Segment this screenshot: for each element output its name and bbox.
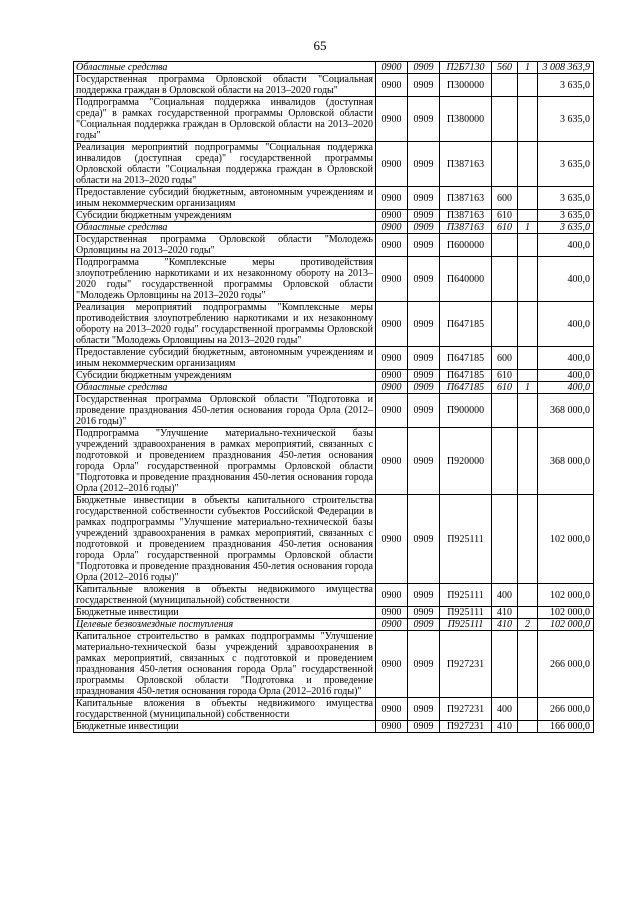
section-code: 0900 [376, 74, 408, 97]
expense-type-code: 410 [492, 721, 518, 733]
row-description: Капитальные вложения в объекты недвижимого имущества государственной (муниципальной) собственности [74, 584, 376, 607]
funding-source-code: 1 [518, 222, 538, 234]
amount: 3 635,0 [538, 97, 594, 142]
section-code: 0900 [376, 257, 408, 302]
subsection-code: 0909 [408, 721, 440, 733]
row-description: Субсидии бюджетным учреждениям [74, 210, 376, 222]
subsection-code: 0909 [408, 257, 440, 302]
expense-type-code [492, 394, 518, 428]
funding-source-code [518, 257, 538, 302]
funding-source-code [518, 187, 538, 210]
target-article-code: П600000 [440, 234, 492, 257]
table-row [74, 495, 594, 584]
subsection-code: 0909 [408, 428, 440, 495]
funding-source-code: 1 [518, 382, 538, 394]
subsection-code: 0909 [408, 347, 440, 370]
row-description: Подпрограмма "Улучшение материально-технической базы учреждений здравоохранения в рамках мероприятий, связанных с подготовкой и проведением празднования 450-летия основания города Орла" государственной программы Орловской области "Подготовка и проведение празднования 450-летия основания города Орла (2012–2016 годы)" [74, 428, 376, 495]
expense-type-code [492, 302, 518, 347]
section-code: 0900 [376, 382, 408, 394]
section-code: 0900 [376, 721, 408, 733]
funding-source-code [518, 721, 538, 733]
row-description: Субсидии бюджетным учреждениям [74, 370, 376, 382]
amount: 368 000,0 [538, 428, 594, 495]
amount: 400,0 [538, 257, 594, 302]
row-description: Капитальные вложения в объекты недвижимого имущества государственной (муниципальной) собственности [74, 698, 376, 721]
table-row [74, 394, 594, 428]
subsection-code: 0909 [408, 187, 440, 210]
amount: 3 635,0 [538, 142, 594, 187]
section-code: 0900 [376, 619, 408, 631]
table-row [74, 210, 594, 222]
target-article-code: П387163 [440, 210, 492, 222]
table-row [74, 62, 594, 74]
expense-type-code: 560 [492, 62, 518, 74]
budget-table [73, 61, 594, 733]
subsection-code: 0909 [408, 234, 440, 257]
funding-source-code [518, 74, 538, 97]
amount: 400,0 [538, 370, 594, 382]
table-row [74, 370, 594, 382]
table-row [74, 187, 594, 210]
subsection-code: 0909 [408, 74, 440, 97]
row-description: Областные средства [74, 382, 376, 394]
expense-type-code [492, 234, 518, 257]
table-row [74, 382, 594, 394]
funding-source-code [518, 631, 538, 698]
amount: 3 008 363,9 [538, 62, 594, 74]
table-row [74, 234, 594, 257]
table-row [74, 347, 594, 370]
expense-type-code: 610 [492, 382, 518, 394]
expense-type-code [492, 74, 518, 97]
target-article-code: П647185 [440, 302, 492, 347]
expense-type-code: 610 [492, 222, 518, 234]
expense-type-code: 400 [492, 584, 518, 607]
table-row [74, 302, 594, 347]
expense-type-code [492, 257, 518, 302]
funding-source-code: 2 [518, 619, 538, 631]
subsection-code: 0909 [408, 607, 440, 619]
section-code: 0900 [376, 394, 408, 428]
expense-type-code: 410 [492, 607, 518, 619]
amount: 368 000,0 [538, 394, 594, 428]
table-row [74, 584, 594, 607]
section-code: 0900 [376, 234, 408, 257]
subsection-code: 0909 [408, 619, 440, 631]
section-code: 0900 [376, 62, 408, 74]
target-article-code: П925111 [440, 495, 492, 584]
amount: 102 000,0 [538, 619, 594, 631]
funding-source-code [518, 394, 538, 428]
section-code: 0900 [376, 222, 408, 234]
section-code: 0900 [376, 607, 408, 619]
funding-source-code [518, 428, 538, 495]
expense-type-code: 410 [492, 619, 518, 631]
amount: 102 000,0 [538, 584, 594, 607]
subsection-code: 0909 [408, 142, 440, 187]
row-description: Целевые безвозмездные поступления [74, 619, 376, 631]
section-code: 0900 [376, 428, 408, 495]
row-description: Государственная программа Орловской области "Молодежь Орловщины на 2013–2020 годы" [74, 234, 376, 257]
subsection-code: 0909 [408, 394, 440, 428]
funding-source-code [518, 495, 538, 584]
amount: 400,0 [538, 302, 594, 347]
section-code: 0900 [376, 302, 408, 347]
row-description: Областные средства [74, 222, 376, 234]
page-number: 65 [313, 38, 327, 53]
target-article-code: П900000 [440, 394, 492, 428]
target-article-code: П2Б7130 [440, 62, 492, 74]
row-description: Реализация мероприятий подпрограммы "Комплексные меры противодействия злоупотреблению наркотиками и их незаконному обороту на 2013–2020 годы" государственной программы Орловской области "Молодежь Орловщины на 2013–2020 годы" [74, 302, 376, 347]
amount: 3 635,0 [538, 187, 594, 210]
target-article-code: П380000 [440, 97, 492, 142]
table-row [74, 142, 594, 187]
expense-type-code: 610 [492, 370, 518, 382]
target-article-code: П647185 [440, 347, 492, 370]
expense-type-code: 600 [492, 347, 518, 370]
table-row [74, 74, 594, 97]
subsection-code: 0909 [408, 62, 440, 74]
row-description: Капитальное строительство в рамках подпрограммы "Улучшение материально-технической базы учреждений здравоохранения в рамках мероприятий, связанных с подготовкой и проведением празднования 450-летия основания города Орла" государственной программы Орловской области "Подготовка и проведение празднования 450-летия основания города Орла (2012–2016 годы)" [74, 631, 376, 698]
target-article-code: П647185 [440, 382, 492, 394]
table-row [74, 631, 594, 698]
funding-source-code [518, 210, 538, 222]
target-article-code: П387163 [440, 142, 492, 187]
row-description: Предоставление субсидий бюджетным, автономным учреждениям и иным некоммерческим организациям [74, 347, 376, 370]
section-code: 0900 [376, 370, 408, 382]
row-description: Бюджетные инвестиции [74, 607, 376, 619]
expense-type-code [492, 428, 518, 495]
expense-type-code [492, 495, 518, 584]
subsection-code: 0909 [408, 97, 440, 142]
funding-source-code [518, 584, 538, 607]
row-description: Реализация мероприятий подпрограммы "Социальная поддержка инвалидов (доступная среда)" государственной программы Орловской области "Социальная поддержка граждан в Орловской области на 2013–2020 годы" [74, 142, 376, 187]
amount: 400,0 [538, 347, 594, 370]
amount: 400,0 [538, 382, 594, 394]
subsection-code: 0909 [408, 495, 440, 584]
expense-type-code [492, 97, 518, 142]
table-row [74, 698, 594, 721]
table-row [74, 607, 594, 619]
funding-source-code [518, 97, 538, 142]
subsection-code: 0909 [408, 302, 440, 347]
expense-type-code [492, 142, 518, 187]
funding-source-code: 1 [518, 62, 538, 74]
funding-source-code [518, 142, 538, 187]
section-code: 0900 [376, 495, 408, 584]
section-code: 0900 [376, 210, 408, 222]
target-article-code: П927231 [440, 698, 492, 721]
target-article-code: П925111 [440, 584, 492, 607]
amount: 102 000,0 [538, 495, 594, 584]
section-code: 0900 [376, 142, 408, 187]
table-row [74, 222, 594, 234]
amount: 400,0 [538, 234, 594, 257]
expense-type-code: 600 [492, 187, 518, 210]
target-article-code: П927231 [440, 631, 492, 698]
target-article-code: П920000 [440, 428, 492, 495]
row-description: Бюджетные инвестиции в объекты капитального строительства государственной собственности субъектов Российской Федерации в рамках подпрограммы "Улучшение материально-технической базы учреждений здравоохранения в рамках мероприятий, связанных с подготовкой и проведением празднования 450-летия основания города Орла" государственной программы Орловской области "Подготовка и проведение празднования 450-летия основания города Орла (2012–2016 годы)" [74, 495, 376, 584]
table-row [74, 619, 594, 631]
section-code: 0900 [376, 187, 408, 210]
subsection-code: 0909 [408, 698, 440, 721]
amount: 266 000,0 [538, 631, 594, 698]
expense-type-code: 610 [492, 210, 518, 222]
section-code: 0900 [376, 347, 408, 370]
table-row [74, 97, 594, 142]
target-article-code: П647185 [440, 370, 492, 382]
section-code: 0900 [376, 584, 408, 607]
expense-type-code: 400 [492, 698, 518, 721]
table-row [74, 721, 594, 733]
table-row [74, 428, 594, 495]
subsection-code: 0909 [408, 584, 440, 607]
subsection-code: 0909 [408, 370, 440, 382]
funding-source-code [518, 302, 538, 347]
row-description: Предоставление субсидий бюджетным, автономным учреждениям и иным некоммерческим организациям [74, 187, 376, 210]
expense-type-code [492, 631, 518, 698]
section-code: 0900 [376, 698, 408, 721]
funding-source-code [518, 370, 538, 382]
amount: 166 000,0 [538, 721, 594, 733]
funding-source-code [518, 234, 538, 257]
row-description: Бюджетные инвестиции [74, 721, 376, 733]
amount: 3 635,0 [538, 74, 594, 97]
section-code: 0900 [376, 97, 408, 142]
row-description: Областные средства [74, 62, 376, 74]
row-description: Государственная программа Орловской области "Подготовка и проведение празднования 450-летия основания города Орла (2012–2016 годы)" [74, 394, 376, 428]
amount: 3 635,0 [538, 222, 594, 234]
row-description: Подпрограмма "Социальная поддержка инвалидов (доступная среда)" в рамках государственной программы Орловской области "Социальная поддержка граждан в Орловской области на 2013–2020 годы" [74, 97, 376, 142]
subsection-code: 0909 [408, 631, 440, 698]
section-code: 0900 [376, 631, 408, 698]
subsection-code: 0909 [408, 210, 440, 222]
amount: 266 000,0 [538, 698, 594, 721]
row-description: Подпрограмма "Комплексные меры противодействия злоупотреблению наркотиками и их незаконному обороту на 2013–2020 годы" государственной программы Орловской области "Молодежь Орловщины на 2013–2020 годы" [74, 257, 376, 302]
target-article-code: П925111 [440, 619, 492, 631]
table-row [74, 257, 594, 302]
row-description: Государственная программа Орловской области "Социальная поддержка граждан в Орловской области на 2013–2020 годы" [74, 74, 376, 97]
target-article-code: П925111 [440, 607, 492, 619]
target-article-code: П387163 [440, 187, 492, 210]
subsection-code: 0909 [408, 382, 440, 394]
subsection-code: 0909 [408, 222, 440, 234]
funding-source-code [518, 698, 538, 721]
target-article-code: П640000 [440, 257, 492, 302]
funding-source-code [518, 347, 538, 370]
target-article-code: П300000 [440, 74, 492, 97]
amount: 3 635,0 [538, 210, 594, 222]
target-article-code: П387163 [440, 222, 492, 234]
funding-source-code [518, 607, 538, 619]
amount: 102 000,0 [538, 607, 594, 619]
target-article-code: П927231 [440, 721, 492, 733]
